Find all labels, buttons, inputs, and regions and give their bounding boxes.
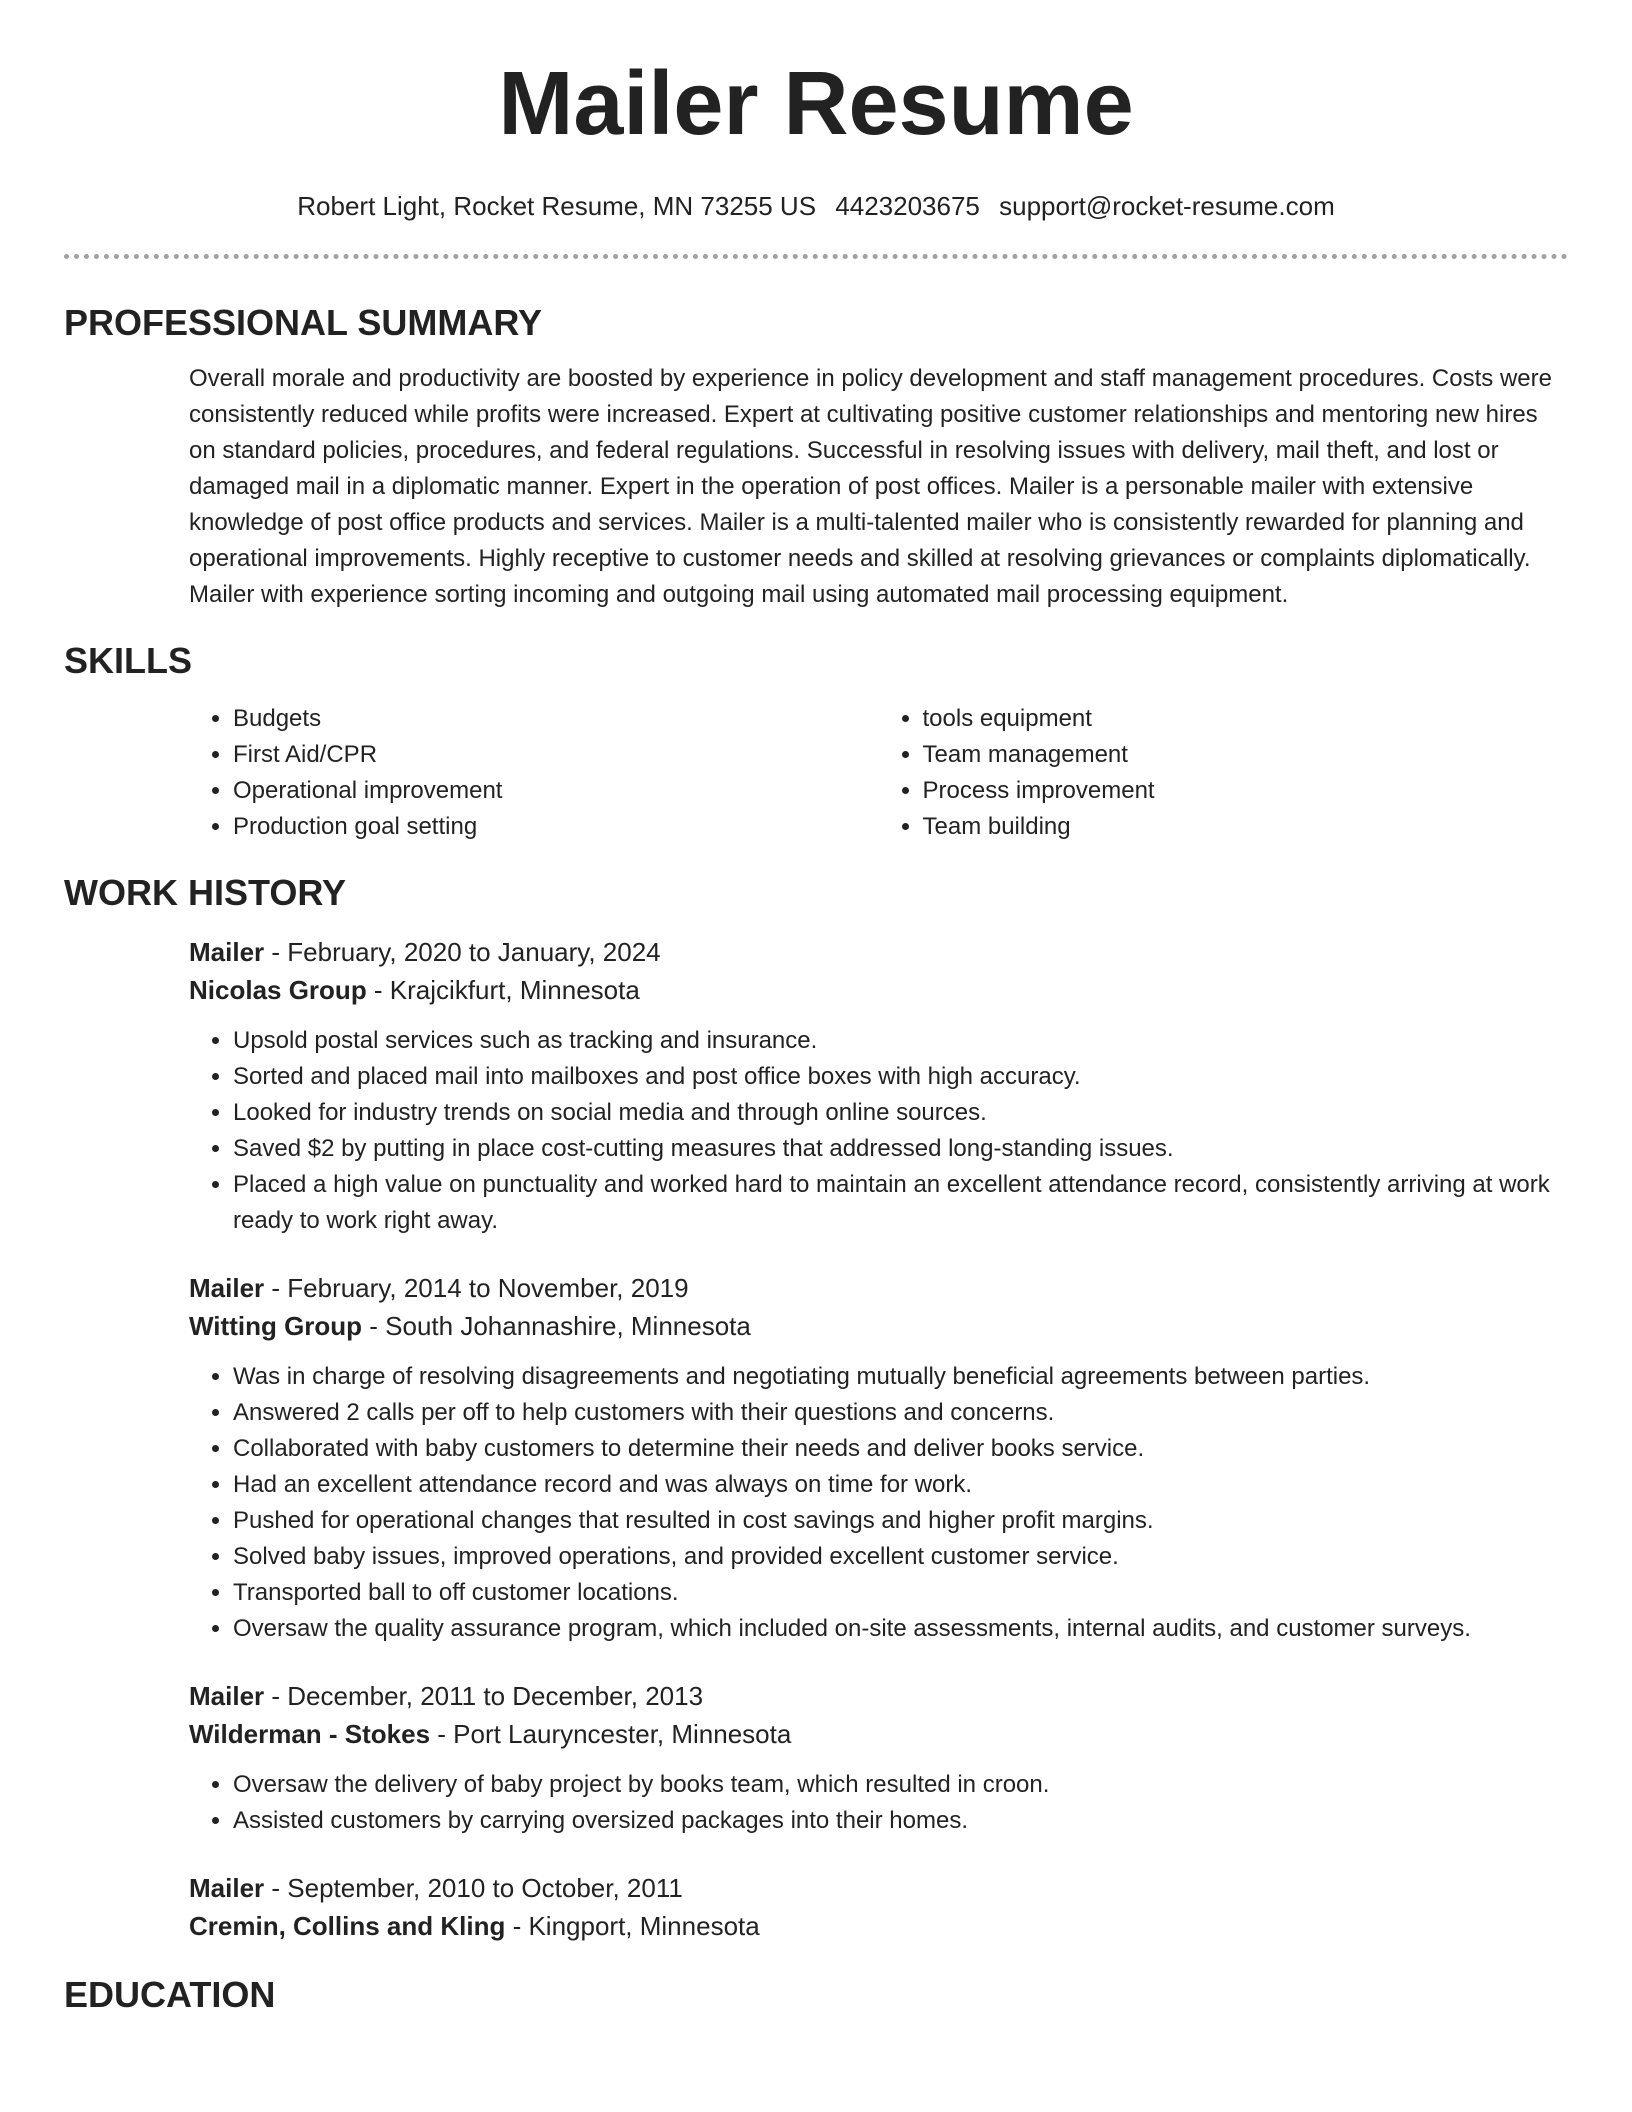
job-location: - South Johannashire, Minnesota (362, 1311, 751, 1341)
skill-item: • tools equipment (923, 701, 1569, 737)
job-title-line (189, 1869, 1568, 1907)
summary-section (64, 361, 1568, 613)
skill-item: • Operational improvement (233, 773, 879, 809)
job-bullet: • Answered 2 calls per off to help customers with their questions and concerns. (233, 1395, 1568, 1431)
skills-heading: SKILLS (64, 640, 193, 681)
job-location: - Kingport, Minnesota (505, 1911, 760, 1941)
job-location: - Krajcikfurt, Minnesota (366, 975, 640, 1005)
skill-item: • Team building (923, 809, 1569, 845)
skill-item: • Team management (923, 737, 1569, 773)
job-bullet: • Collaborated with baby customers to determine their needs and deliver books service. (233, 1431, 1568, 1467)
job-dates: - September, 2010 to October, 2011 (264, 1873, 683, 1903)
job-bullets (189, 1023, 1568, 1239)
job-company-line (189, 1907, 1568, 1945)
job-bullet: • Placed a high value on punctuality and worked hard to maintain an excellent attendance record, consistently arriving at work ready to work right away. (233, 1167, 1568, 1239)
skills-column-left (189, 701, 879, 845)
job-bullet: • Was in charge of resolving disagreements and negotiating mutually beneficial agreements between parties. (233, 1359, 1568, 1395)
job-title: Mailer (189, 937, 265, 967)
job-company-line (189, 1715, 1568, 1753)
job-location: - Port Lauryncester, Minnesota (430, 1719, 792, 1749)
header-divider (64, 254, 1568, 259)
job-bullet: • Saved $2 by putting in place cost-cutting measures that addressed long-standing issues. (233, 1131, 1568, 1167)
skill-item: • First Aid/CPR (233, 737, 879, 773)
job-bullet: • Solved baby issues, improved operations, and provided excellent customer service. (233, 1539, 1568, 1575)
job-bullets (189, 1359, 1568, 1647)
job-dates: - February, 2020 to January, 2024 (264, 937, 661, 967)
job-dates: - December, 2011 to December, 2013 (264, 1681, 704, 1711)
job-bullet: • Sorted and placed mail into mailboxes and post office boxes with high accuracy. (233, 1059, 1568, 1095)
work-history-heading: WORK HISTORY (64, 872, 347, 913)
resume-title: Mailer Resume (498, 54, 1134, 154)
skill-item: • Production goal setting (233, 809, 879, 845)
job-title-line (189, 933, 1568, 971)
job-dates: - February, 2014 to November, 2019 (264, 1273, 689, 1303)
job-entry (64, 933, 1568, 1239)
contact-address: Robert Light, Rocket Resume, MN 73255 US (297, 191, 817, 221)
skill-item: • Process improvement (923, 773, 1569, 809)
job-company-line (189, 1307, 1568, 1345)
job-entry (64, 1869, 1568, 1945)
job-company-line (189, 971, 1568, 1009)
job-title-line (189, 1269, 1568, 1307)
job-bullets (189, 1767, 1568, 1839)
education-heading: EDUCATION (64, 1974, 276, 2015)
job-bullet: • Looked for industry trends on social media and through online sources. (233, 1095, 1568, 1131)
job-bullet: • Pushed for operational changes that resulted in cost savings and higher profit margins. (233, 1503, 1568, 1539)
job-bullet: • Assisted customers by carrying oversized packages into their homes. (233, 1803, 1568, 1839)
job-title: Mailer (189, 1273, 265, 1303)
skills-column-right (879, 701, 1569, 845)
job-company: Nicolas Group (189, 975, 367, 1005)
contact-info (64, 190, 1568, 222)
job-company: Witting Group (189, 1311, 363, 1341)
job-bullet: • Oversaw the quality assurance program, which included on-site assessments, internal audits, and customer surveys. (233, 1611, 1568, 1647)
contact-email: support@rocket-resume.com (999, 191, 1335, 221)
job-bullet: • Oversaw the delivery of baby project by books team, which resulted in croon. (233, 1767, 1568, 1803)
job-title: Mailer (189, 1873, 265, 1903)
job-bullet: • Had an excellent attendance record and was always on time for work. (233, 1467, 1568, 1503)
skills-list (64, 701, 1568, 845)
skill-item: • Budgets (233, 701, 879, 737)
job-bullet: • Upsold postal services such as tracking and insurance. (233, 1023, 1568, 1059)
job-company: Wilderman - Stokes (189, 1719, 431, 1749)
job-entry (64, 1677, 1568, 1839)
summary-text: Overall morale and productivity are boosted by experience in policy development and staff management procedures. Costs were consistently reduced while profits were increased. Expert at cultivating positive customer relationships and mentoring new hires on standard policies, procedures, and federal regulations. Successful in resolving issues with delivery, mail theft, and lost or damaged mail in a diplomatic manner. Expert in the operation of post offices. Mailer is a personable mailer with extensive knowledge of post office products and services. Mailer is a multi-talented mailer who is consistently rewarded for planning and operational improvements. Highly receptive to customer needs and skilled at resolving grievances or complaints diplomatically. Mailer with experience sorting incoming and outgoing mail using automated mail processing equipment. (189, 365, 1552, 608)
job-entry (64, 1269, 1568, 1647)
job-company: Cremin, Collins and Kling (189, 1911, 506, 1941)
contact-phone: 4423203675 (835, 191, 980, 221)
job-title: Mailer (189, 1681, 265, 1711)
job-title-line (189, 1677, 1568, 1715)
summary-heading: PROFESSIONAL SUMMARY (64, 302, 543, 343)
job-bullet: • Transported ball to off customer locations. (233, 1575, 1568, 1611)
